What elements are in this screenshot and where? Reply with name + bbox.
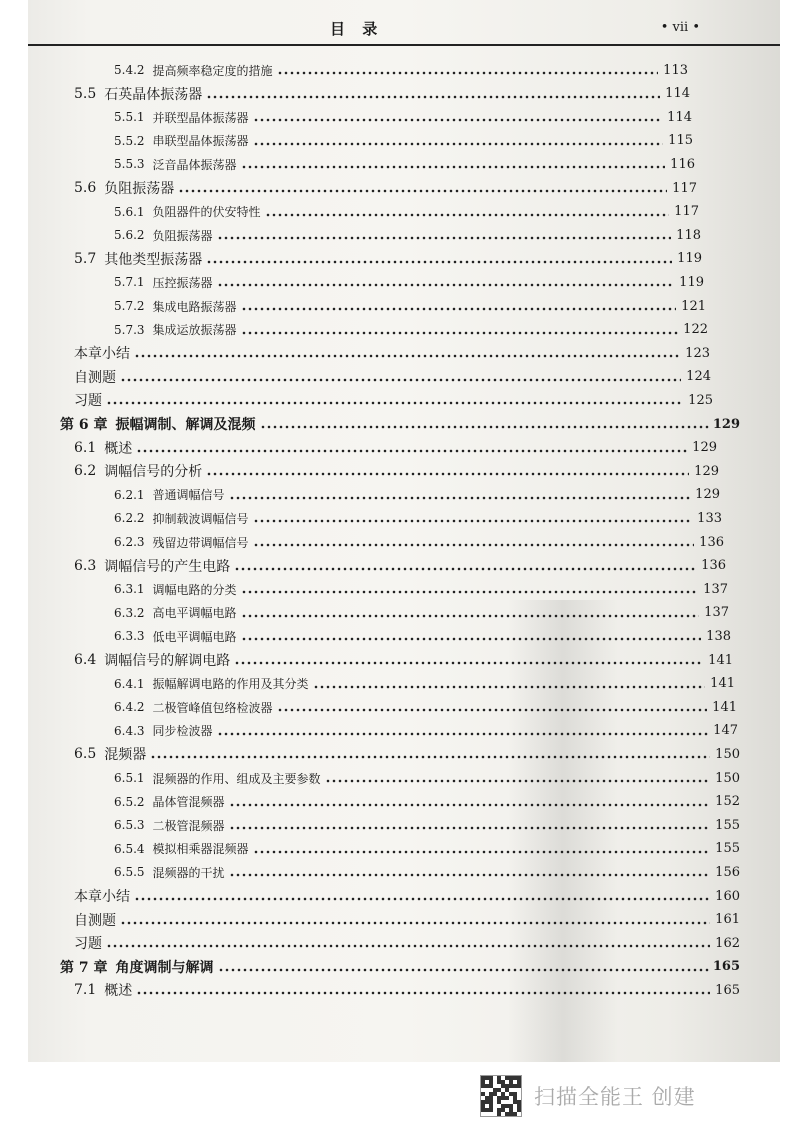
toc-entry-page: 123 (685, 345, 710, 361)
toc-leader-dots (150, 755, 710, 759)
toc-entry-number: 5.7.3 (114, 322, 145, 337)
toc-entry-number: 5.6 (74, 180, 97, 196)
toc-entry-title: 调幅信号的解调电路 (104, 653, 231, 669)
toc-entry-number: 5.6.1 (114, 204, 145, 219)
toc-leader-dots (218, 968, 709, 972)
toc-entry (74, 390, 713, 410)
toc-leader-dots (217, 283, 674, 287)
toc-entry-number: 5.5.1 (114, 110, 145, 125)
toc-leader-dots (241, 614, 699, 618)
toc-entry-number: 5.7.2 (114, 299, 145, 313)
toc-entry-number: 6.3.2 (114, 605, 145, 620)
toc-entry-page: 141 (708, 652, 733, 668)
toc-leader-dots (136, 449, 687, 453)
toc-entry-title: 负阻器件的伏安特性 (152, 205, 261, 220)
toc-entry (60, 414, 740, 434)
toc-entry-page: 122 (683, 322, 708, 338)
toc-entry-page: 116 (670, 156, 695, 172)
toc-entry-title: 模拟相乘器混频器 (152, 842, 249, 857)
toc-entry-number: 5.6.2 (114, 228, 145, 243)
toc-entry (74, 84, 690, 104)
toc-entry-page: 162 (715, 935, 740, 951)
toc-entry (74, 886, 740, 906)
toc-entry-page: 119 (677, 251, 702, 267)
toc-entry (74, 178, 697, 198)
toc-entry-page: 137 (704, 605, 729, 621)
toc-entry-title: 本章小结 (74, 346, 130, 363)
toc-entry-title: 提高频率稳定度的措施 (152, 63, 273, 78)
toc-entry-title: 集成电路振荡器 (152, 299, 237, 314)
table-of-contents (28, 0, 780, 1062)
toc-leader-dots (229, 826, 710, 830)
toc-entry-number: 6.3.3 (114, 629, 145, 644)
toc-entry-title: 泛音晶体振荡器 (152, 157, 237, 172)
toc-entry-title: 二极管混频器 (152, 818, 225, 833)
toc-entry (114, 60, 688, 80)
toc-leader-dots (106, 944, 710, 948)
toc-entry (114, 485, 720, 505)
toc-entry-page: 147 (713, 723, 738, 739)
toc-entry-title: 二极管峰值包络检波器 (152, 700, 273, 715)
toc-entry-title: 自测题 (74, 912, 116, 929)
toc-entry-title: 振幅解调电路的作用及其分类 (152, 677, 309, 692)
toc-leader-dots (253, 142, 663, 146)
toc-leader-dots (134, 354, 680, 358)
toc-entry-page: 114 (667, 109, 692, 125)
toc-entry-number: 5.7.1 (114, 275, 145, 290)
toc-entry (114, 697, 737, 717)
toc-leader-dots (241, 165, 665, 169)
toc-entry-title: 晶体管混频器 (152, 795, 225, 810)
toc-entry (74, 461, 719, 481)
toc-leader-dots (134, 897, 710, 901)
toc-leader-dots (241, 590, 698, 594)
toc-entry-title: 同步检波器 (152, 724, 213, 739)
toc-entry-title: 角度调制与解调 (115, 959, 214, 976)
toc-entry (74, 438, 717, 458)
toc-entry-title: 自测题 (74, 369, 116, 386)
toc-entry-number: 6.4 (74, 652, 97, 668)
toc-entry-number: 5.5.2 (114, 133, 145, 148)
toc-entry-title: 集成运放振荡器 (152, 323, 237, 338)
toc-entry-number: 6.5.2 (114, 794, 145, 809)
toc-entry-page: 119 (679, 274, 704, 290)
toc-entry-title: 调幅信号的产生电路 (104, 558, 231, 575)
toc-entry-number: 6.3 (74, 557, 97, 574)
toc-entry-number: 5.4.2 (114, 63, 145, 77)
toc-entry-page: 129 (692, 440, 717, 456)
toc-entry (114, 862, 740, 882)
toc-leader-dots (241, 637, 701, 641)
toc-entry-page: 156 (715, 864, 740, 880)
toc-entry (74, 249, 702, 269)
toc-entry-title: 振幅调制、解调及混频 (115, 417, 256, 433)
toc-entry-page: 115 (668, 133, 693, 149)
toc-entry-title: 抑制载波调幅信号 (152, 511, 249, 526)
header-page-number: • vii • (660, 20, 700, 35)
toc-leader-dots (106, 401, 683, 405)
toc-leader-dots (241, 307, 676, 311)
toc-entry (114, 272, 704, 292)
toc-entry-title: 残留边带调幅信号 (152, 535, 249, 550)
toc-entry (114, 508, 722, 528)
toc-entry-page: 133 (697, 510, 722, 526)
toc-entry-page: 136 (699, 534, 724, 550)
toc-entry-number: 第 6 章 (60, 417, 108, 433)
toc-entry-page: 150 (715, 746, 740, 762)
toc-entry-page: 136 (701, 558, 726, 574)
toc-entry (114, 107, 692, 127)
toc-entry-page: 114 (665, 86, 690, 102)
toc-entry-page: 165 (715, 982, 740, 998)
toc-entry-number: 6.5.4 (114, 841, 145, 856)
toc-entry (114, 225, 701, 245)
toc-entry-title: 负阻振荡器 (152, 228, 213, 243)
toc-entry-title: 石英晶体振荡器 (104, 86, 203, 103)
toc-entry-page: 141 (710, 676, 735, 692)
toc-entry (114, 815, 740, 835)
toc-entry-page: 124 (686, 369, 711, 385)
toc-entry-page: 152 (715, 794, 740, 810)
toc-leader-dots (229, 873, 710, 877)
toc-entry (114, 532, 724, 552)
toc-entry-title: 并联型晶体振荡器 (152, 110, 249, 125)
toc-entry-page: 121 (681, 298, 706, 314)
toc-entry-number: 6.5.1 (114, 771, 145, 785)
toc-entry-title: 本章小结 (74, 889, 130, 905)
toc-leader-dots (265, 213, 669, 217)
scanned-page (28, 0, 780, 1062)
toc-entry-page: 118 (676, 227, 701, 243)
toc-entry-title: 压控振荡器 (152, 275, 213, 290)
watermark-text: 扫描全能王 创建 (534, 1085, 696, 1109)
scanner-watermark (480, 1074, 740, 1118)
toc-leader-dots (253, 118, 662, 122)
toc-entry-title: 调幅电路的分类 (152, 582, 237, 597)
toc-leader-dots (120, 921, 710, 925)
toc-leader-dots (234, 661, 703, 665)
toc-entry-number: 6.5 (74, 746, 97, 763)
toc-entry (114, 320, 708, 340)
toc-entry (74, 367, 711, 387)
toc-entry-page: 155 (715, 841, 740, 857)
toc-entry-number: 6.4.1 (114, 676, 145, 691)
toc-entry (114, 603, 729, 623)
toc-entry (114, 768, 740, 788)
toc-leader-dots (229, 496, 690, 500)
toc-leader-dots (260, 425, 709, 429)
toc-entry-page: 161 (715, 912, 740, 928)
toc-entry-number: 5.5.3 (114, 157, 145, 172)
toc-entry-number: 5.5 (74, 85, 97, 102)
toc-entry (74, 650, 733, 670)
toc-entry-number: 第 7 章 (60, 959, 108, 976)
toc-entry-title: 混频器的干扰 (152, 865, 225, 880)
toc-entry-title: 高电平调幅电路 (152, 606, 237, 621)
toc-entry-number: 6.2.1 (114, 487, 145, 502)
toc-entry-page: 129 (695, 487, 720, 503)
toc-entry-number: 7.1 (74, 982, 97, 999)
toc-entry (114, 296, 706, 316)
toc-leader-dots (277, 708, 707, 712)
toc-entry (114, 721, 738, 741)
toc-entry-number: 6.5.3 (114, 818, 145, 833)
toc-entry (114, 674, 735, 694)
toc-entry-number: 6.2 (74, 463, 97, 480)
toc-leader-dots (178, 189, 667, 193)
toc-entry-title: 习题 (74, 393, 102, 410)
toc-entry-title: 低电平调幅电路 (152, 629, 237, 644)
toc-entry-number: 6.1 (74, 439, 97, 456)
toc-entry-page: 129 (712, 416, 740, 432)
toc-leader-dots (313, 685, 705, 689)
toc-entry-page: 117 (674, 204, 699, 220)
toc-entry (114, 626, 731, 646)
toc-leader-dots (217, 236, 671, 240)
toc-entry-page: 129 (694, 463, 719, 479)
toc-entry (114, 839, 740, 859)
toc-entry-page: 160 (715, 888, 740, 904)
toc-entry (60, 957, 740, 977)
toc-entry-number: 6.2.2 (114, 511, 145, 526)
toc-entry (74, 744, 740, 764)
qr-code-icon (480, 1075, 522, 1117)
toc-entry (114, 202, 699, 222)
toc-entry-title: 普通调幅信号 (152, 488, 225, 503)
toc-entry (74, 556, 726, 576)
toc-entry-page: 165 (712, 959, 740, 975)
toc-leader-dots (325, 779, 710, 783)
toc-entry-title: 混频器 (104, 747, 147, 764)
toc-entry-title: 调幅信号的分析 (104, 464, 203, 481)
toc-leader-dots (217, 732, 708, 736)
toc-entry (114, 579, 728, 599)
toc-leader-dots (253, 519, 692, 523)
toc-leader-dots (253, 543, 694, 547)
toc-leader-dots (241, 331, 678, 335)
toc-entry-page: 150 (715, 770, 740, 786)
header-title: 目 录 (330, 20, 384, 38)
toc-entry-title: 其他类型振荡器 (104, 251, 203, 268)
toc-entry-number: 6.3.1 (114, 582, 145, 597)
toc-entry-number: 5.7 (74, 250, 97, 267)
toc-entry (74, 980, 740, 1000)
toc-entry (74, 933, 740, 953)
toc-leader-dots (206, 260, 672, 264)
toc-entry-number: 6.2.3 (114, 535, 145, 549)
toc-entry-page: 117 (672, 180, 697, 196)
toc-leader-dots (120, 378, 681, 382)
toc-entry-number: 6.4.3 (114, 723, 145, 738)
toc-entry (114, 154, 695, 174)
toc-entry-title: 负阻振荡器 (104, 181, 175, 197)
toc-leader-dots (206, 472, 689, 476)
toc-entry-page: 141 (712, 699, 737, 715)
toc-entry (74, 910, 740, 930)
toc-leader-dots (136, 991, 710, 995)
toc-entry-page: 155 (715, 817, 740, 833)
toc-entry (74, 343, 710, 363)
toc-entry-page: 137 (703, 581, 728, 597)
toc-entry-title: 概述 (104, 983, 133, 1000)
toc-entry (114, 131, 693, 151)
toc-entry-title: 混频器的作用、组成及主要参数 (152, 771, 321, 786)
toc-entry-page: 113 (663, 62, 688, 78)
toc-leader-dots (277, 71, 658, 75)
toc-leader-dots (206, 95, 660, 99)
toc-entry-number: 6.5.5 (114, 865, 145, 880)
toc-leader-dots (253, 850, 710, 854)
toc-leader-dots (229, 803, 710, 807)
toc-entry (114, 792, 740, 812)
toc-leader-dots (234, 567, 696, 571)
toc-entry-title: 习题 (74, 936, 102, 953)
toc-entry-title: 串联型晶体振荡器 (152, 134, 249, 149)
toc-entry-title: 概述 (104, 440, 133, 457)
toc-entry-page: 138 (706, 628, 731, 644)
toc-entry-page: 125 (688, 392, 713, 408)
toc-entry-number: 6.4.2 (114, 700, 145, 715)
